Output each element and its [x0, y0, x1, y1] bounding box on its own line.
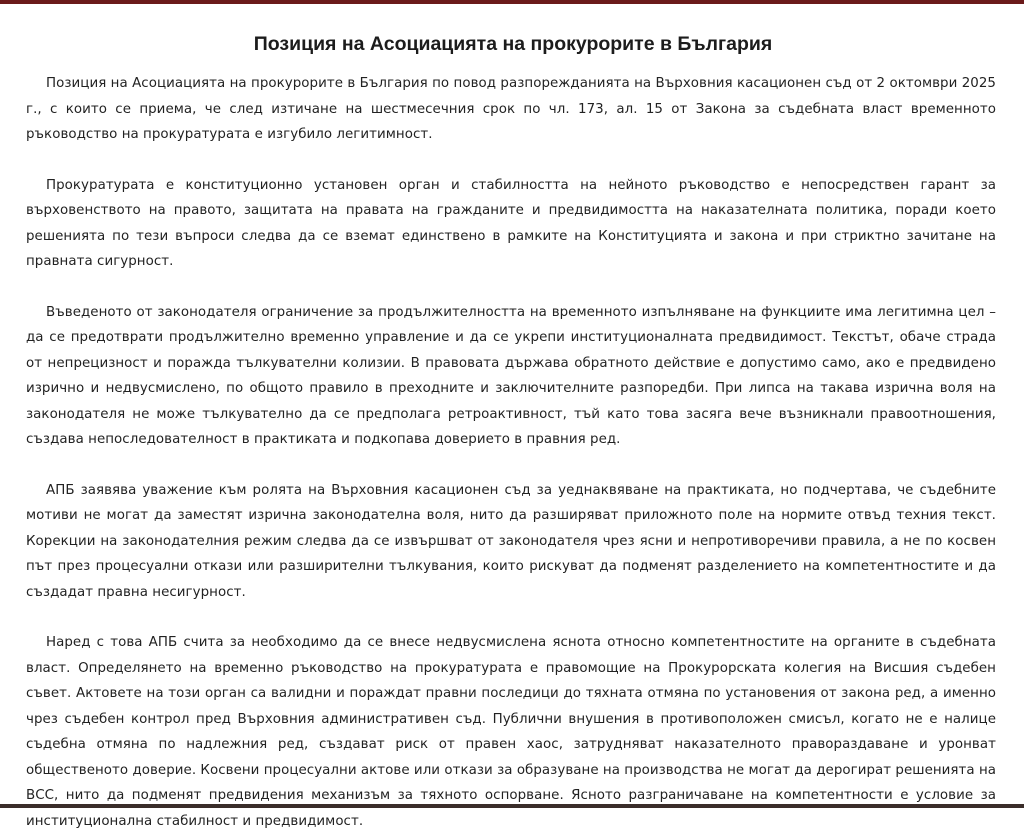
article-paragraph-5: Наред с това АПБ счита за необходимо да се внесе недвусмислена яснота относно компетентностите на органите в съдебната власт. Определянето на временно ръководство на прокуратурата е правомощие на Прокурорската колегия на Висшия съдебен съвет. Актовете на този орган са валидни и пораждат правни последици до тяхната отмяна по установения от закона ред, а именно чрез съдебен контрол пред Върховния административен съд. Публични внушения в противоположен смисъл, когато не е налице съдебна отмяна по надлежния ред, създават риск от правен хаос, затрудняват наказателното правораздаване и уронват общественото доверие. Косвени процесуални актове или откази за образуване на производства не могат да дерогират решенията на ВСС, нито да подменят предвидения механизъм за тяхното оспорване. Ясното разграничаване на компетентности е условие за институционална стабилност и предвидимост.: [26, 635, 996, 829]
article-paragraph-4: АПБ заявява уважение към ролята на Върховния касационен съд за уеднаквяване на практиката, но подчертава, че съдебните мотиви не могат да заместят изрична законодателна воля, нито да разширяват приложното поле на нормите отвъд техния текст. Корекции на законодателния режим следва да се извършват от законодателя чрез ясни и непротиворечиви правила, а не по косвен път през процесуални откази или разширителни тълкувания, които рискуват да подменят разделението на компетентностите и да създадат правна несигурност.: [26, 482, 996, 600]
article-paragraph-1: Позиция на Асоциацията на прокурорите в България по повод разпорежданията на Върховния касационен съд от 2 октомври 2025 г., с които се приема, че след изтичане на шестмесечния срок по чл. 173, ал. 15 от Закона за съдебната власт временното ръководство на прокуратурата е изгубило легитимност.: [26, 76, 996, 142]
bottom-edge-bar: [0, 804, 1024, 808]
article: [26, 0, 996, 834]
article-title: Позиция на Асоциацията на прокурорите в България: [253, 33, 773, 55]
article-paragraph-3: Въведеното от законодателя ограничение за продължителността на временното изпълняване на функциите има легитимна цел – да се предотврати продължително временно управление и да се укрепи институционалната предвидимост. Текстът, обаче страда от непрецизност и поражда тълкувателни колизии. В правовата държава обратното действие е допустимо само, ако е предвидено изрично и недвусмислено, по общото правило в преходните и заключителните разпоредби. При липса на такава изрична воля на законодателя не може тълкувателно да се предполага ретроактивност, тъй като това засяга вече възникнали правоотношения, създава непоследователност в практиката и подкопава доверието в правния ред.: [26, 304, 996, 447]
article-paragraph-2: Прокуратурата е конституционно установен орган и стабилността на нейното ръководство е непосредствен гарант за върховенството на правото, защитата на правата на гражданите и предвидимостта на наказателната политика, поради което решенията по тези въпроси следва да се вземат единствено в рамките на Конституцията и закона и при стриктно зачитане на правната сигурност.: [26, 177, 996, 269]
